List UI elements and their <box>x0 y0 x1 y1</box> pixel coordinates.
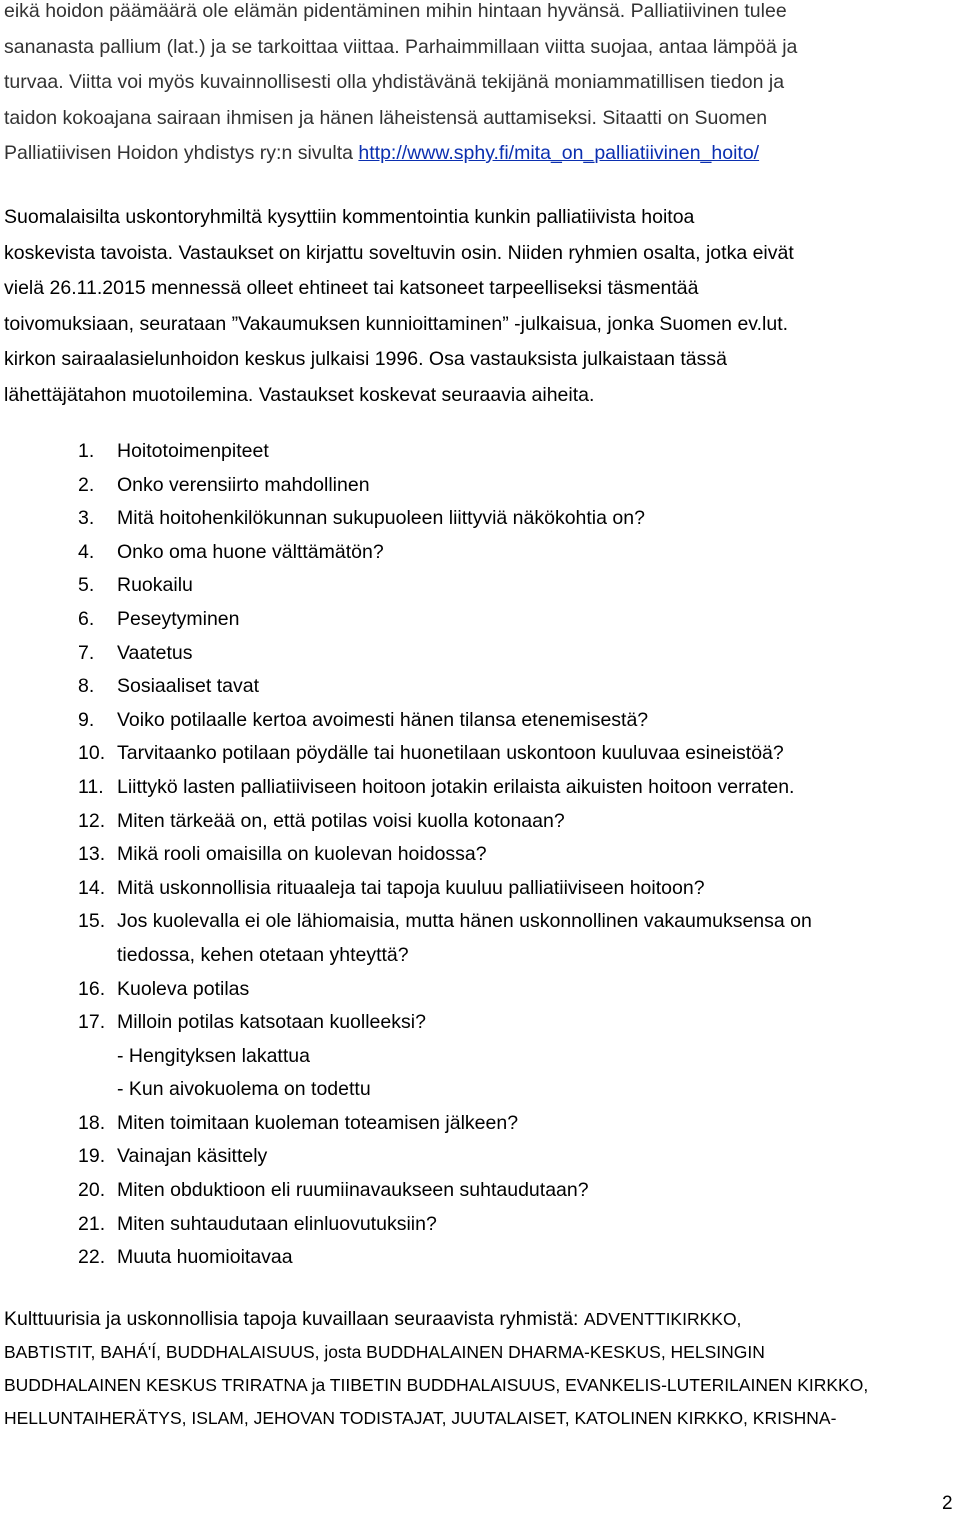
list-item-number: 16. <box>78 977 106 1000</box>
list-item <box>78 1208 812 1242</box>
list-item-continuation: tiedossa, kehen otetaan yhteyttä? <box>117 943 409 966</box>
list-item-continuation: - Hengityksen lakattua <box>117 1044 310 1067</box>
list-item <box>78 536 812 570</box>
list-item-text: Onko oma huone välttämätön? <box>117 540 384 563</box>
survey-line: vielä 26.11.2015 mennessä olleet ehtineet tai katsoneet tarpeelliseksi täsmentää <box>4 277 699 299</box>
list-item <box>78 435 812 469</box>
list-item-number: 12. <box>78 809 106 832</box>
list-item-number: 3. <box>78 507 95 530</box>
intro-line-3 <box>4 65 954 101</box>
list-item-number: 4. <box>78 540 95 563</box>
list-item-number: 19. <box>78 1145 106 1168</box>
list-item-text: Vaatetus <box>117 641 193 664</box>
list-item-number: 13. <box>78 843 106 866</box>
list-item-number: 5. <box>78 574 95 597</box>
list-item-text: Miten toimitaan kuoleman toteamisen jälkeen? <box>117 1111 519 1134</box>
list-item <box>78 637 812 671</box>
survey-paragraph <box>4 200 954 413</box>
list-item <box>78 905 812 972</box>
list-item-text: Mitä hoitohenkilökunnan sukupuoleen liittyviä näkökohtia on? <box>117 507 645 530</box>
list-item <box>78 1107 812 1141</box>
list-item <box>78 569 812 603</box>
list-item <box>78 737 812 771</box>
list-item-text: Tarvitaanko potilaan pöydälle tai huonetilaan uskontoon kuuluvaa esineistöä? <box>117 742 784 765</box>
survey-line: koskevista tavoista. Vastaukset on kirjattu soveltuvin osin. Niiden ryhmien osalta, jotka eivät <box>4 241 794 264</box>
groups-line-3: BUDDHALAINEN KESKUS TRIRATNA ja TIIBETIN BUDDHALAISUUS, EVANKELIS-LUTERILAINEN KIRKKO, <box>4 1375 869 1395</box>
list-item-text: Miten suhtaudutaan elinluovutuksiin? <box>117 1212 437 1235</box>
list-item <box>78 1241 812 1275</box>
list-item-text: Milloin potilas katsotaan kuolleeksi? <box>117 1011 426 1034</box>
intro-paragraph <box>4 0 954 172</box>
list-item-number: 10. <box>78 742 106 765</box>
list-item-text: Liittykö lasten palliatiiviseen hoitoon jotakin erilaista aikuisten hoitoon verraten. <box>117 775 795 798</box>
list-item-text: Vainajan käsittely <box>117 1145 268 1168</box>
list-item-text: Mikä rooli omaisilla on kuolevan hoidossa? <box>117 843 487 866</box>
groups-line-4: HELLUNTAIHERÄTYS, ISLAM, JEHOVAN TODISTAJAT, JUUTALAISET, KATOLINEN KIRKKO, KRISHNA- <box>4 1408 837 1428</box>
groups-line-1 <box>4 1303 954 1336</box>
list-item-number: 2. <box>78 473 95 496</box>
list-item <box>78 469 812 503</box>
list-item <box>78 1006 812 1107</box>
list-item-number: 11. <box>78 775 104 798</box>
intro-line-3-start: turvaa. <box>4 71 70 93</box>
list-item-text: Muuta huomioitavaa <box>117 1246 293 1269</box>
page-number: 2 <box>942 1493 953 1514</box>
list-item <box>78 603 812 637</box>
groups-paragraph <box>4 1303 954 1435</box>
list-item-number: 8. <box>78 675 95 698</box>
list-item-text: Ruokailu <box>117 574 193 597</box>
list-item-text: Onko verensiirto mahdollinen <box>117 473 370 496</box>
list-item-number: 18. <box>78 1111 106 1134</box>
survey-line: kirkon sairaalasielunhoidon keskus julkaisi 1996. Osa vastauksista julkaistaan tässä <box>4 348 727 370</box>
groups-line-1-start: Kulttuurisia ja uskonnollisia tapoja kuvaillaan seuraavista ryhmistä: <box>4 1308 584 1330</box>
intro-line-5-start: Palliatiivisen Hoidon yhdistys ry:n sivulta <box>4 142 359 164</box>
intro-line-2: sananasta pallium (lat.) ja se tarkoittaa viittaa. Parhaimmillaan viitta suojaa, antaa lämpöä ja <box>4 35 798 58</box>
survey-line: toivomuksiaan, seurataan ”Vakaumuksen kunnioittaminen” -julkaisua, jonka Suomen ev.lut. <box>4 312 789 335</box>
list-item-number: 21. <box>78 1212 106 1235</box>
source-link[interactable]: http://www.sphy.fi/mita_on_palliatiivinen_hoito/ <box>358 142 760 164</box>
list-item <box>78 1140 812 1174</box>
intro-line-4-start: taidon kokoajana sairaan ihmisen ja hänen läheistensä auttamiseksi. <box>4 106 597 129</box>
list-item-number: 7. <box>78 641 95 664</box>
list-item-text: Kuoleva potilas <box>117 977 250 1000</box>
list-item <box>78 502 812 536</box>
intro-line-5 <box>4 136 954 172</box>
list-item <box>78 704 812 738</box>
intro-line-1: eikä hoidon päämäärä ole elämän pidentäminen mihin hintaan hyvänsä. Palliatiivinen tulee <box>4 0 787 22</box>
list-item-text: Voiko potilaalle kertoa avoimesti hänen tilansa etenemisestä? <box>117 708 649 731</box>
list-item-text: Hoitotoimenpiteet <box>117 440 269 462</box>
list-item <box>78 670 812 704</box>
survey-line: lähettäjätahon muotoilemina. Vastaukset koskevat seuraavia aiheita. <box>4 383 595 406</box>
list-item-number: 6. <box>78 607 95 630</box>
list-item <box>78 771 812 805</box>
list-item <box>78 805 812 839</box>
list-item-number: 22. <box>78 1246 106 1269</box>
list-item-text: Sosiaaliset tavat <box>117 675 259 698</box>
list-item-text: Peseytyminen <box>117 607 240 630</box>
list-item-text: Miten obduktioon eli ruumiinavaukseen suhtaudutaan? <box>117 1179 589 1202</box>
list-item-text: Miten tärkeää on, että potilas voisi kuolla kotonaan? <box>117 809 565 832</box>
intro-line-4 <box>4 101 954 137</box>
list-item-number: 9. <box>78 708 95 731</box>
list-item <box>78 1174 812 1208</box>
groups-line-1-rest: ADVENTTIKIRKKO, <box>583 1309 742 1329</box>
list-item-number: 20. <box>78 1179 106 1202</box>
list-item-text: Jos kuolevalla ei ole lähiomaisia, mutta hänen uskonnollinen vakaumuksensa on <box>117 910 812 933</box>
groups-line-2: BABTISTIT, BAHÁ'Í, BUDDHALAISUUS, josta BUDDHALAINEN DHARMA-KESKUS, HELSINGIN <box>4 1342 765 1362</box>
list-item-number: 1. <box>78 440 95 462</box>
intro-line-3-rest: Viitta voi myös kuvainnollisesti olla yhdistävänä tekijänä moniammatillisen tiedon ja <box>69 71 785 93</box>
survey-line: Suomalaisilta uskontoryhmiltä kysyttiin kommentointia kunkin palliatiivista hoitoa <box>4 206 695 228</box>
intro-line-4-rest: Sitaatti on Suomen <box>596 106 768 129</box>
list-item-number: 15. <box>78 910 106 933</box>
list-item <box>78 872 812 906</box>
list-item-number: 14. <box>78 876 106 899</box>
list-item-continuation: - Kun aivokuolema on todettu <box>117 1078 371 1101</box>
list-item <box>78 973 812 1007</box>
list-item-number: 17. <box>78 1011 106 1034</box>
list-item <box>78 838 812 872</box>
topics-list <box>78 435 812 1275</box>
list-item-text: Mitä uskonnollisia rituaaleja tai tapoja kuuluu palliatiiviseen hoitoon? <box>117 876 705 899</box>
